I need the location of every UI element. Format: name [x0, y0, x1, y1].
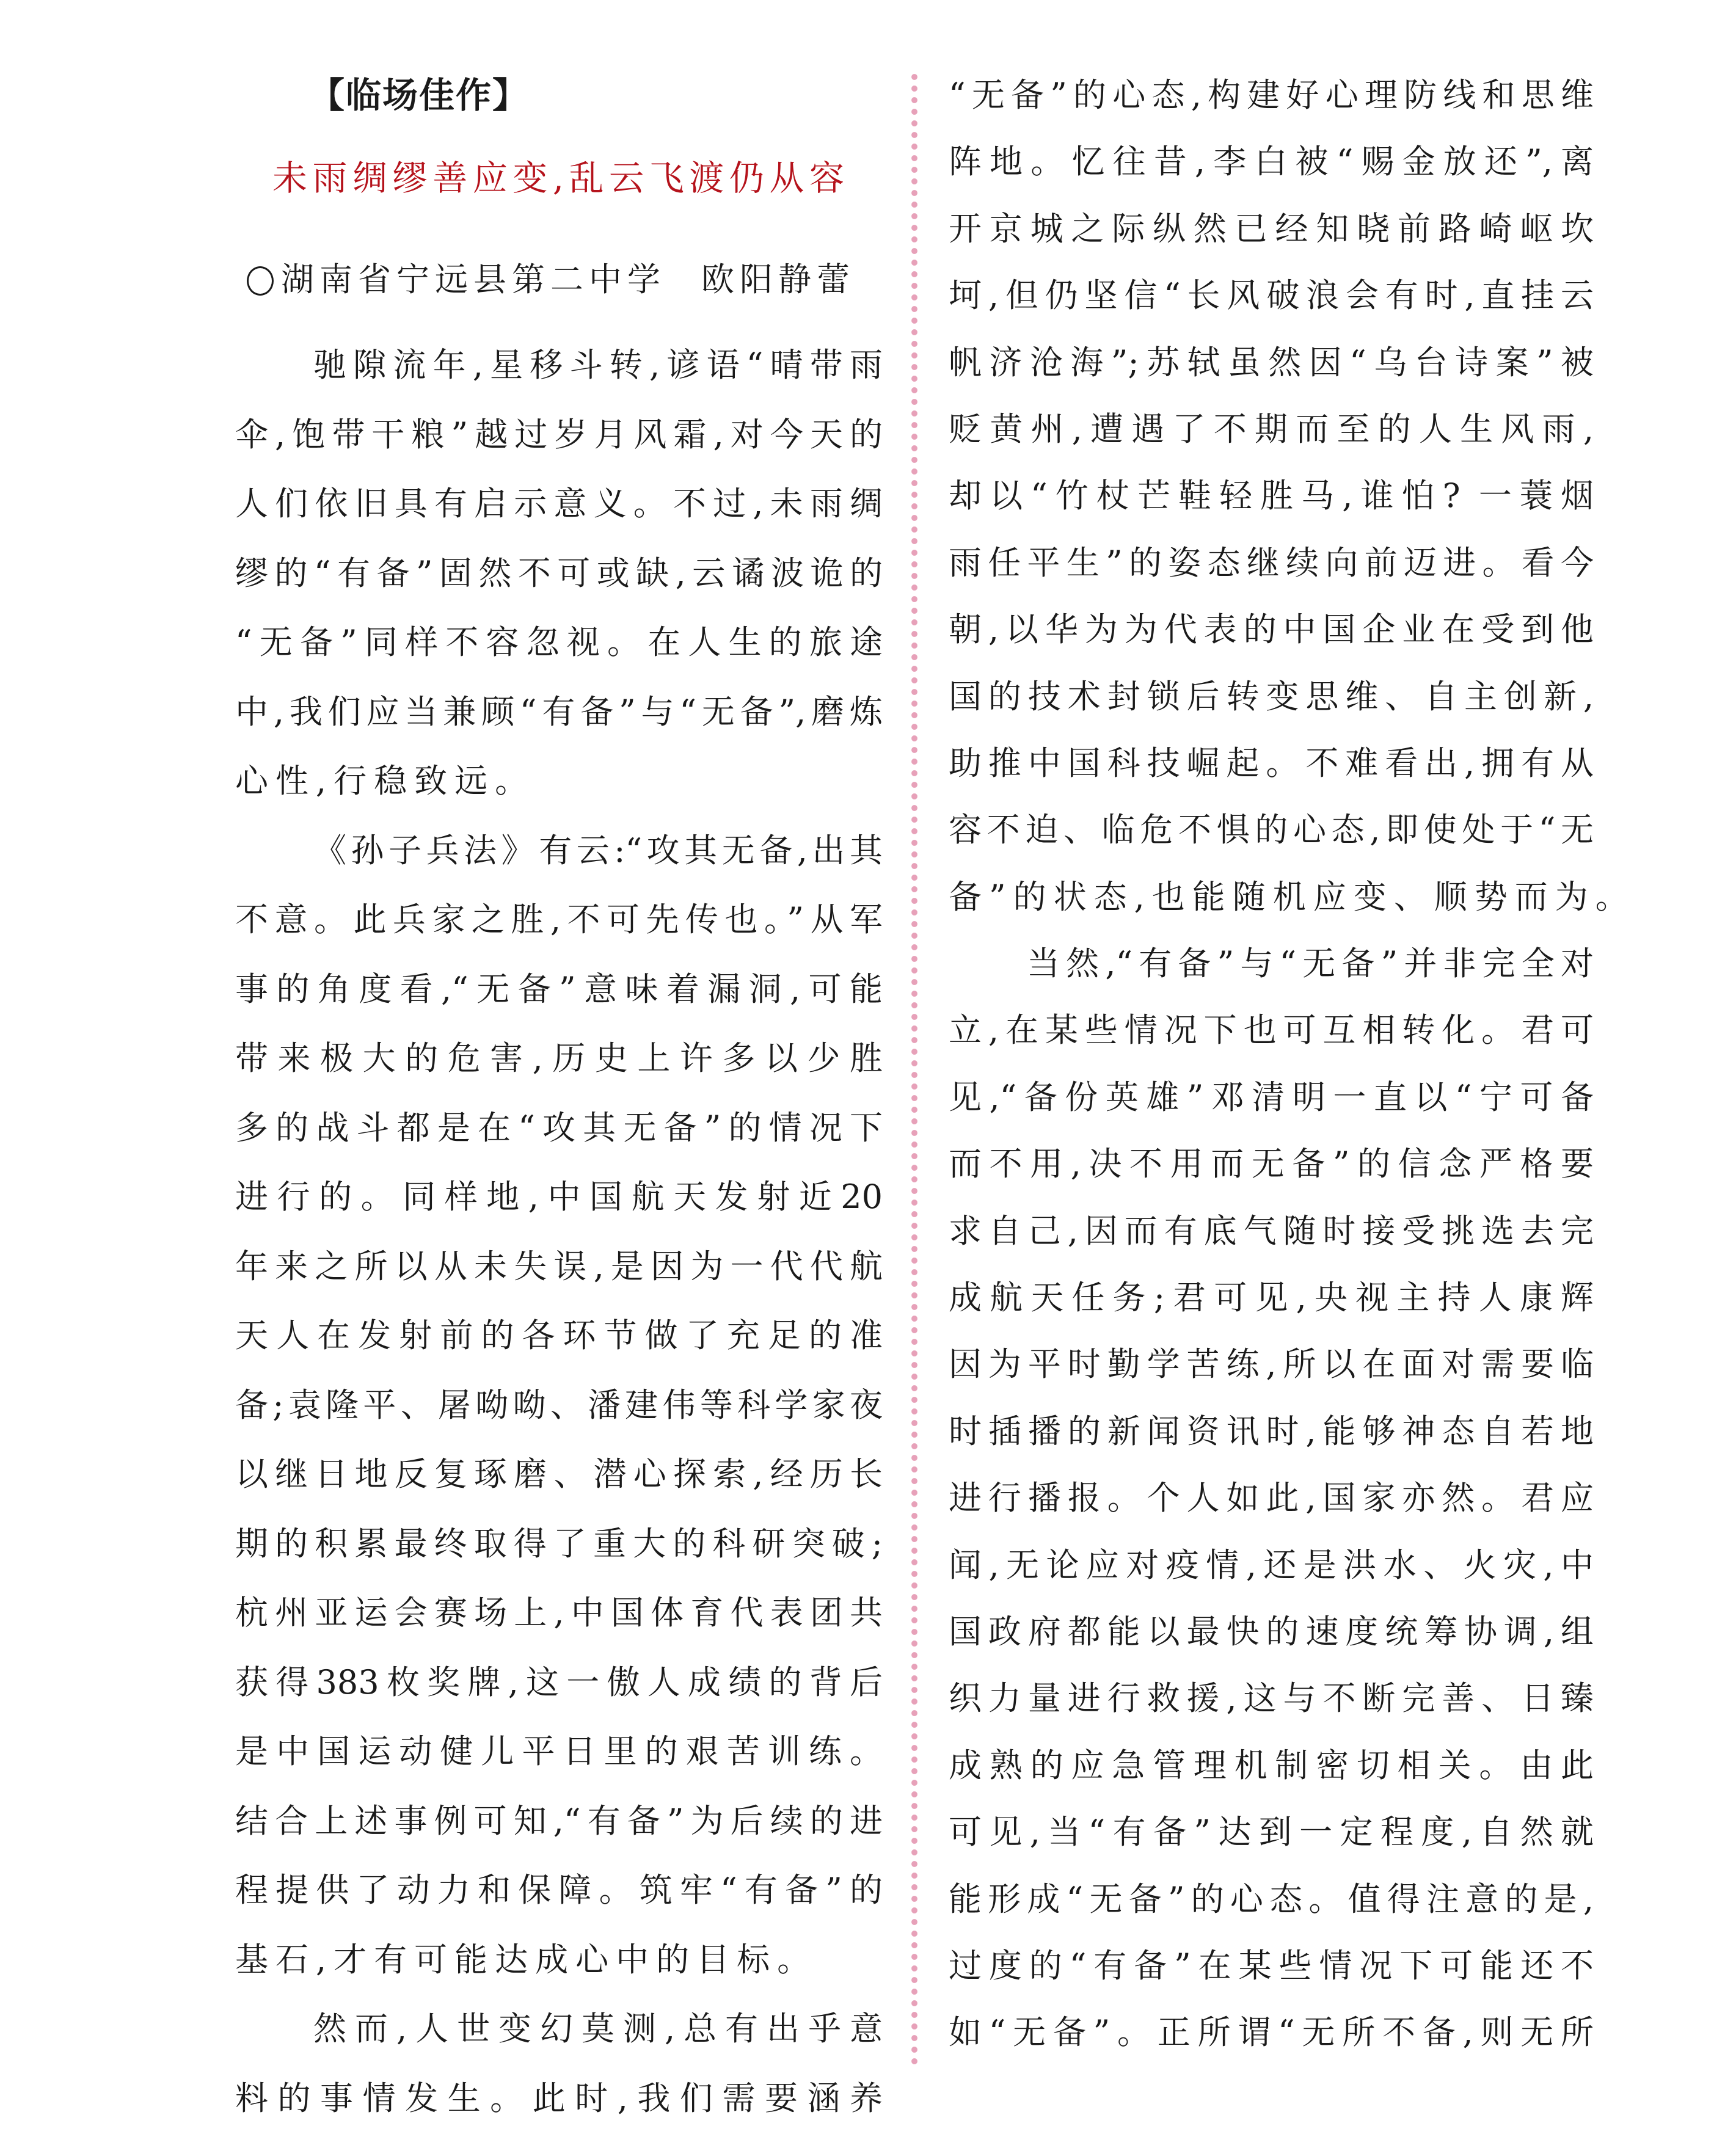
text-line: 杭州亚运会赛场上,中国体育代表团共 — [235, 1582, 883, 1652]
text-line: 坷,但仍坚信“长风破浪会有时,直挂云 — [949, 265, 1594, 332]
text-line: 成熟的应急管理机制密切相关。由此 — [949, 1735, 1594, 1802]
article-title: 未雨绸缪善应变,乱云飞渡仍从容 — [272, 154, 844, 203]
text-line: 而不用,决不用而无备”的信念严格要 — [949, 1134, 1594, 1200]
text-line: 期的积累最终取得了重大的科研突破; — [235, 1513, 883, 1583]
byline-school: 湖南省宁远县第二中学 — [281, 255, 666, 304]
text-line: 程提供了动力和保障。筑牢“有备”的 — [235, 1860, 883, 1929]
text-line: 朝,以华为为代表的中国企业在受到他 — [949, 599, 1594, 666]
text-line: “无备”同样不容忽视。在人生的旅途 — [235, 612, 883, 682]
text-line: 却以“竹杖芒鞋轻胜马,谁怕? 一蓑烟 — [949, 465, 1594, 532]
text-line: 备”的状态,也能随机应变、顺势而为。 — [949, 867, 1594, 933]
text-line: 国政府都能以最快的速度统筹协调,组 — [949, 1601, 1594, 1668]
text-line: 当然,“有备”与“无备”并非完全对 — [949, 933, 1594, 1000]
text-line: 带来极大的危害,历史上许多以少胜 — [235, 1028, 883, 1098]
paragraph — [949, 933, 1594, 2069]
paragraph — [949, 65, 1594, 933]
text-line: 以继日地反复琢磨、潜心探索,经历长 — [235, 1444, 883, 1513]
text-line: 如“无备”。正所谓“无所不备,则无所 — [949, 2002, 1594, 2069]
text-line: 是中国运动健儿平日里的艰苦训练。 — [235, 1721, 883, 1791]
text-line: 多的战斗都是在“攻其无备”的情况下 — [235, 1098, 883, 1167]
text-line: 基石,才有可能达成心中的目标。 — [235, 1929, 883, 1999]
text-line: “无备”的心态,构建好心理防线和思维 — [949, 65, 1594, 131]
text-line: 进行播报。个人如此,国家亦然。君应 — [949, 1468, 1594, 1534]
text-line: 帆济沧海”;苏轼虽然因“乌台诗案”被 — [949, 332, 1594, 399]
text-line: 驰隙流年,星移斗转,谚语“晴带雨 — [235, 335, 883, 404]
left-column — [235, 335, 883, 2137]
circle-marker-icon — [247, 266, 274, 296]
text-line: 获得383枚奖牌,这一傲人成绩的背后 — [235, 1652, 883, 1722]
text-line: 雨任平生”的姿态继续向前迈进。看今 — [949, 533, 1594, 599]
paragraph — [235, 335, 883, 820]
text-line: 过度的“有备”在某些情况下可能还不 — [949, 1935, 1594, 2002]
text-line: 事的角度看,“无备”意味着漏洞,可能 — [235, 959, 883, 1028]
paragraph — [235, 820, 883, 1999]
text-line: 成航天任务;君可见,央视主持人康辉 — [949, 1267, 1594, 1334]
text-line: 因为平时勤学苦练,所以在面对需要临 — [949, 1334, 1594, 1400]
text-line: 伞,饱带干粮”越过岁月风霜,对今天的 — [235, 404, 883, 474]
text-line: 可见,当“有备”达到一定程度,自然就 — [949, 1802, 1594, 1868]
text-line: 心性,行稳致远。 — [235, 751, 883, 820]
text-line: 立,在某些情况下也可互相转化。君可 — [949, 1000, 1594, 1066]
text-line: 阵地。忆往昔,李白被“赐金放还”,离 — [949, 131, 1594, 198]
column-divider-dotted — [911, 73, 918, 2064]
text-line: 能形成“无备”的心态。值得注意的是, — [949, 1869, 1594, 1935]
byline — [247, 255, 870, 304]
text-line: 见,“备份英雄”邓清明一直以“宁可备 — [949, 1067, 1594, 1134]
text-line: 缪的“有备”固然不可或缺,云谲波诡的 — [235, 543, 883, 613]
text-line: 助推中国科技崛起。不难看出,拥有从 — [949, 733, 1594, 799]
text-line: 结合上述事例可知,“有备”为后续的进 — [235, 1791, 883, 1860]
text-line: 国的技术封锁后转变思维、自主创新, — [949, 666, 1594, 733]
byline-author: 欧阳静蕾 — [701, 255, 855, 304]
text-line: 容不迫、临危不惧的心态,即使处于“无 — [949, 799, 1594, 866]
text-line: 不意。此兵家之胜,不可先传也。”从军 — [235, 889, 883, 959]
text-line: 《孙子兵法》有云:“攻其无备,出其 — [235, 820, 883, 890]
text-line: 备;袁隆平、屠呦呦、潘建伟等科学家夜 — [235, 1375, 883, 1444]
text-line: 中,我们应当兼顾“有备”与“无备”,磨炼 — [235, 682, 883, 751]
text-line: 织力量进行救援,这与不断完善、日臻 — [949, 1668, 1594, 1735]
text-line: 贬黄州,遭遇了不期而至的人生风雨, — [949, 399, 1594, 465]
text-line: 然而,人世变幻莫测,总有出乎意 — [235, 1998, 883, 2068]
text-line: 年来之所以从未失误,是因为一代代航 — [235, 1236, 883, 1306]
right-column — [949, 65, 1594, 2069]
text-line: 闻,无论应对疫情,还是洪水、火灾,中 — [949, 1535, 1594, 1601]
text-line: 人们依旧具有启示意义。不过,未雨绸 — [235, 473, 883, 543]
section-label: 【临场佳作】 — [309, 71, 529, 120]
text-line: 天人在发射前的各环节做了充足的准 — [235, 1305, 883, 1375]
paragraph — [235, 1998, 883, 2137]
text-line: 求自己,因而有底气随时接受挑选去完 — [949, 1201, 1594, 1267]
text-line: 开京城之际纵然已经知晓前路崎岖坎 — [949, 198, 1594, 265]
text-line: 进行的。同样地,中国航天发射近20 — [235, 1167, 883, 1236]
text-line: 料的事情发生。此时,我们需要涵养 — [235, 2068, 883, 2137]
text-line: 时插播的新闻资讯时,能够神态自若地 — [949, 1401, 1594, 1468]
